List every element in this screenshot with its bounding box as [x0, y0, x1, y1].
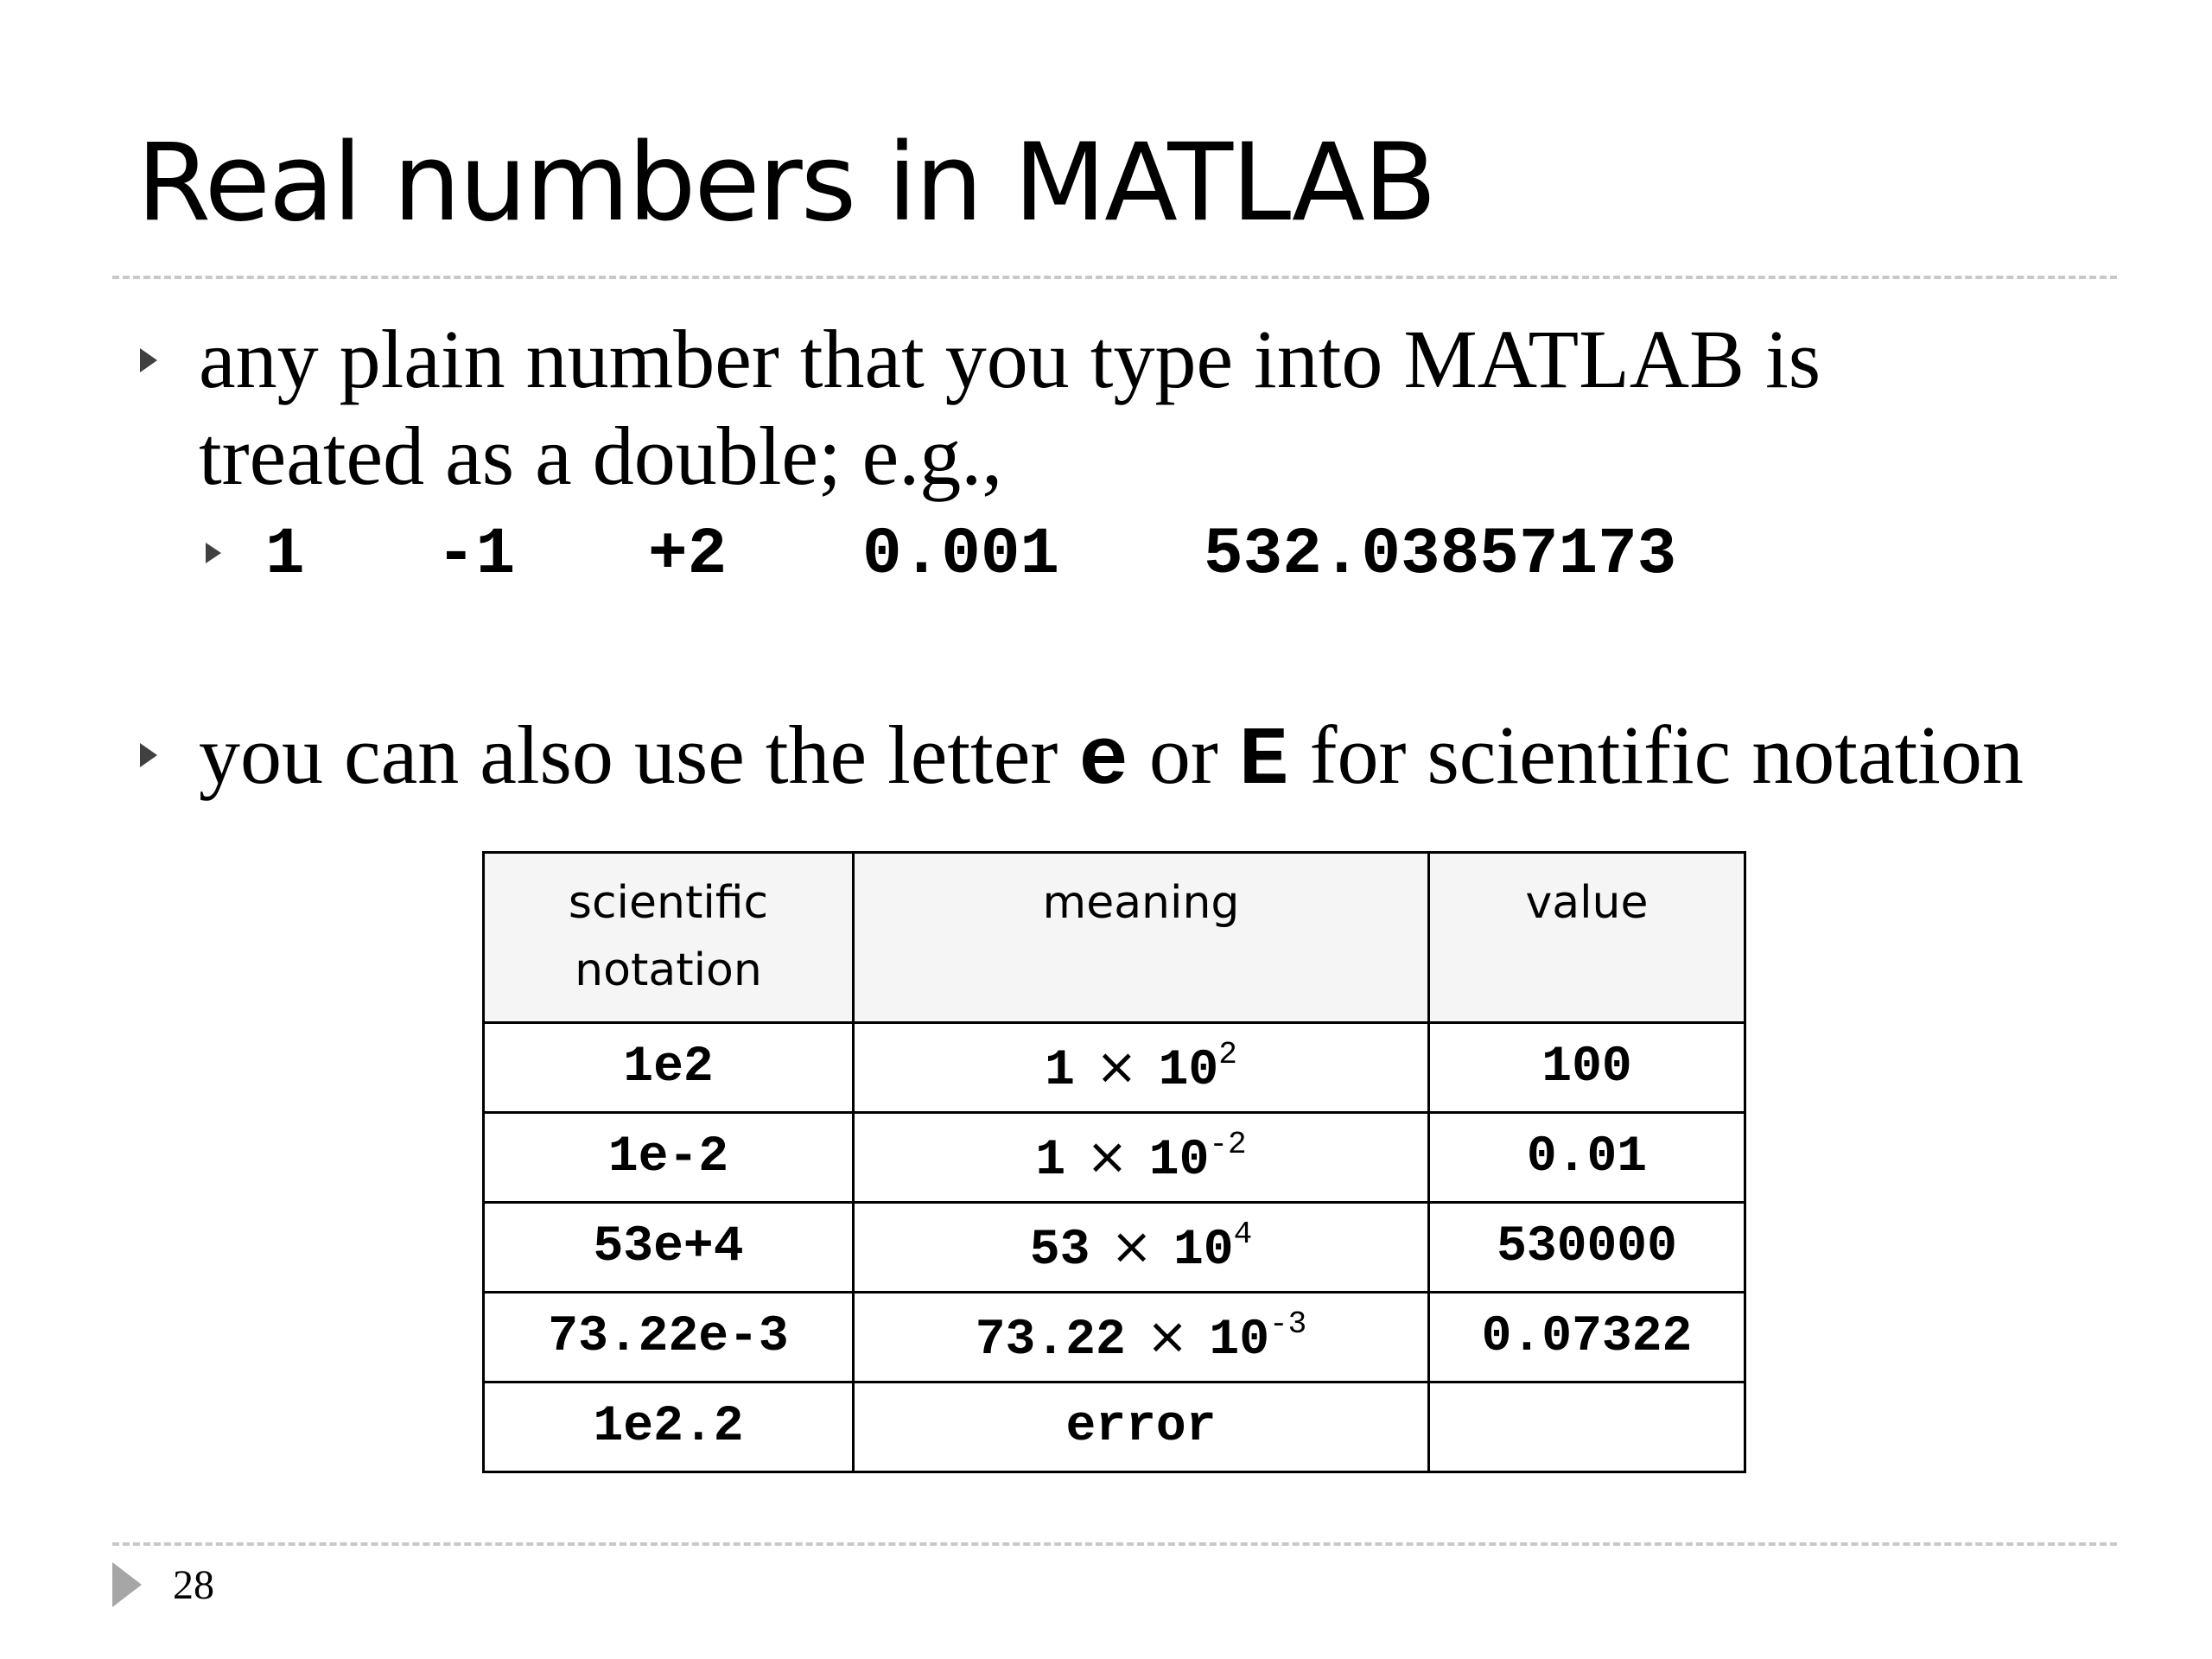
notation-cell: 1e2 [484, 1023, 854, 1113]
table-row [484, 1203, 1745, 1293]
table-row [484, 1023, 1745, 1113]
bullet-arrow-icon [140, 348, 157, 372]
example-number: 532.03857173 [1204, 518, 1677, 592]
header-meaning: meaning [854, 853, 1429, 1023]
times-symbol: × [1110, 1216, 1153, 1275]
notation-cell: 1e-2 [484, 1113, 854, 1203]
mantissa: 53 [1029, 1222, 1090, 1279]
table-row [484, 1382, 1745, 1472]
exponent: -3 [1269, 1306, 1307, 1342]
table-header-row [484, 853, 1745, 1023]
sub-bullet-arrow-icon [206, 543, 221, 563]
table-row [484, 1113, 1745, 1203]
mantissa: 73.22 [975, 1312, 1126, 1369]
footer-divider [112, 1542, 2117, 1546]
header-line: scientific [568, 877, 769, 929]
bullet2-text-after: for scientific notation [1288, 709, 2024, 801]
notation-cell: 53e+4 [484, 1203, 854, 1293]
meaning-cell [854, 1113, 1429, 1203]
header-scientific-notation [484, 853, 854, 1023]
notation-cell: 73.22e-3 [484, 1293, 854, 1382]
base: 10 [1173, 1222, 1234, 1279]
meaning-cell [854, 1023, 1429, 1113]
value-cell: 100 [1429, 1023, 1745, 1113]
times-symbol: × [1086, 1126, 1128, 1185]
base: 10 [1158, 1042, 1219, 1099]
header-value: value [1429, 853, 1745, 1023]
code-e-lower: e [1078, 714, 1128, 808]
bullet2-text [199, 707, 2024, 810]
page-number: 28 [173, 1562, 214, 1608]
meaning-cell [854, 1203, 1429, 1293]
example-number: -1 [436, 518, 516, 592]
exponent: 2 [1218, 1036, 1237, 1072]
meaning-cell [854, 1293, 1429, 1382]
times-symbol: × [1095, 1036, 1138, 1096]
example-number: +2 [648, 518, 728, 592]
code-e-upper: E [1238, 714, 1289, 808]
bullet-arrow-icon [140, 743, 157, 767]
bullet1-line1: any plain number that you type into MATLAB is [199, 313, 1821, 405]
bullet1-line2: treated as a double; e.g., [199, 410, 1003, 502]
times-symbol: × [1146, 1306, 1189, 1365]
footer-arrow-icon [112, 1562, 142, 1607]
example-number: 1 [265, 518, 305, 592]
scientific-notation-table [482, 851, 1746, 1473]
value-cell: 0.07322 [1429, 1293, 1745, 1382]
slide-title: Real numbers in MATLAB [137, 121, 1435, 245]
bullet2-text-middle: or [1128, 709, 1239, 801]
title-divider [112, 276, 2117, 279]
exponent: -2 [1209, 1126, 1247, 1162]
header-line: notation [575, 944, 762, 996]
exponent: 4 [1233, 1216, 1253, 1252]
value-cell: 0.01 [1429, 1113, 1745, 1203]
notation-cell: 1e2.2 [484, 1382, 854, 1472]
example-number: 0.001 [862, 518, 1060, 592]
mantissa: 1 [1045, 1042, 1075, 1099]
mantissa: 1 [1035, 1132, 1066, 1189]
value-cell: 530000 [1429, 1203, 1745, 1293]
base: 10 [1209, 1312, 1270, 1369]
value-cell [1429, 1382, 1745, 1472]
base: 10 [1148, 1132, 1210, 1189]
bullet2-text-before: you can also use the letter [199, 709, 1079, 801]
meaning-cell: error [854, 1382, 1429, 1472]
table-row [484, 1293, 1745, 1382]
